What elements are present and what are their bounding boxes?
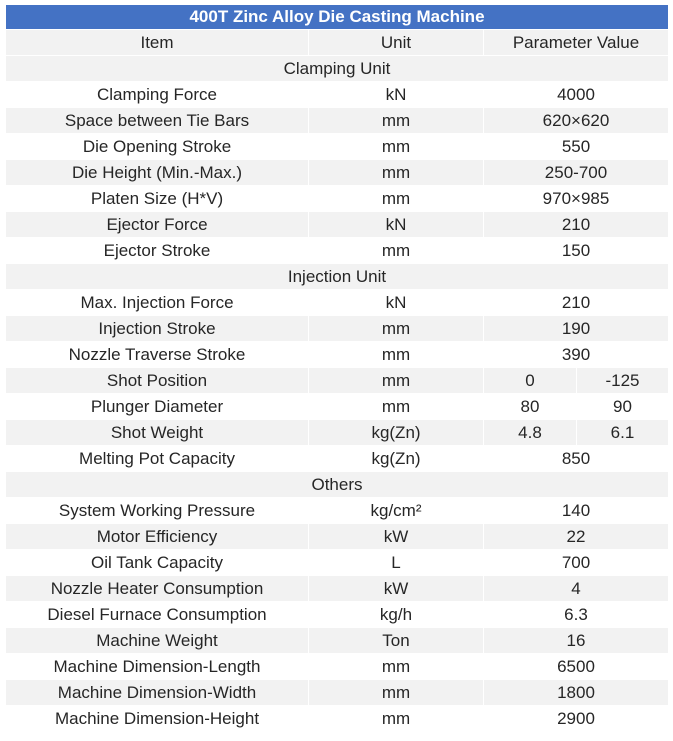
cell-value: 4000 [484, 82, 669, 108]
cell-unit: kN [309, 82, 484, 108]
cell-value-2: -125 [577, 368, 669, 394]
cell-value: 140 [484, 498, 669, 524]
table-row [6, 290, 669, 316]
cell-value: 970×985 [484, 186, 669, 212]
cell-item: Shot Weight [6, 420, 309, 446]
cell-value: 210 [484, 290, 669, 316]
cell-item: Nozzle Heater Consumption [6, 576, 309, 602]
cell-value: 150 [484, 238, 669, 264]
table-row [6, 706, 669, 732]
cell-unit: kg/cm² [309, 498, 484, 524]
header-value: Parameter Value [484, 30, 669, 56]
section-row [6, 56, 669, 82]
cell-value-1: 4.8 [484, 420, 577, 446]
table-row [6, 550, 669, 576]
cell-value: 250-700 [484, 160, 669, 186]
table-row [6, 238, 669, 264]
cell-item: Space between Tie Bars [6, 108, 309, 134]
cell-unit: mm [309, 238, 484, 264]
cell-value: 550 [484, 134, 669, 160]
cell-unit: mm [309, 160, 484, 186]
section-title: Clamping Unit [6, 56, 669, 82]
cell-unit: mm [309, 368, 484, 394]
cell-value: 190 [484, 316, 669, 342]
cell-unit: mm [309, 316, 484, 342]
table-row [6, 446, 669, 472]
cell-unit: kW [309, 576, 484, 602]
table-row [6, 498, 669, 524]
cell-unit: kg(Zn) [309, 446, 484, 472]
cell-item: Die Opening Stroke [6, 134, 309, 160]
cell-unit: kW [309, 524, 484, 550]
cell-item: Shot Position [6, 368, 309, 394]
cell-unit: Ton [309, 628, 484, 654]
table-row [6, 524, 669, 550]
table-row [6, 576, 669, 602]
cell-item: Oil Tank Capacity [6, 550, 309, 576]
cell-item: Machine Weight [6, 628, 309, 654]
table-row [6, 108, 669, 134]
cell-unit: mm [309, 706, 484, 732]
cell-item: Platen Size (H*V) [6, 186, 309, 212]
table-row [6, 394, 669, 420]
cell-item: Plunger Diameter [6, 394, 309, 420]
table-row [6, 134, 669, 160]
cell-unit: mm [309, 394, 484, 420]
table-title: 400T Zinc Alloy Die Casting Machine [6, 5, 669, 30]
spec-body [6, 56, 669, 732]
cell-value: 620×620 [484, 108, 669, 134]
cell-value-2: 6.1 [577, 420, 669, 446]
cell-value: 2900 [484, 706, 669, 732]
cell-value: 390 [484, 342, 669, 368]
header-item: Item [6, 30, 309, 56]
table-row [6, 342, 669, 368]
cell-unit: kN [309, 212, 484, 238]
cell-unit: kN [309, 290, 484, 316]
cell-item: Nozzle Traverse Stroke [6, 342, 309, 368]
table-row [6, 628, 669, 654]
cell-unit: mm [309, 654, 484, 680]
section-title: Others [6, 472, 669, 498]
cell-value: 1800 [484, 680, 669, 706]
table-row [6, 82, 669, 108]
table-row [6, 316, 669, 342]
cell-item: Max. Injection Force [6, 290, 309, 316]
cell-item: Clamping Force [6, 82, 309, 108]
cell-item: Machine Dimension-Width [6, 680, 309, 706]
cell-item: Ejector Force [6, 212, 309, 238]
cell-unit: mm [309, 342, 484, 368]
cell-value: 210 [484, 212, 669, 238]
cell-unit: mm [309, 108, 484, 134]
cell-unit: mm [309, 680, 484, 706]
cell-item: Die Height (Min.-Max.) [6, 160, 309, 186]
table-row [6, 186, 669, 212]
cell-item: Melting Pot Capacity [6, 446, 309, 472]
cell-value: 22 [484, 524, 669, 550]
cell-value: 16 [484, 628, 669, 654]
section-title: Injection Unit [6, 264, 669, 290]
table-row [6, 654, 669, 680]
cell-unit: mm [309, 186, 484, 212]
cell-value: 700 [484, 550, 669, 576]
section-row [6, 472, 669, 498]
cell-item: System Working Pressure [6, 498, 309, 524]
table-row [6, 368, 669, 394]
cell-unit: L [309, 550, 484, 576]
cell-unit: kg(Zn) [309, 420, 484, 446]
cell-value-1: 0 [484, 368, 577, 394]
cell-item: Machine Dimension-Length [6, 654, 309, 680]
cell-item: Injection Stroke [6, 316, 309, 342]
table-row [6, 420, 669, 446]
spec-sheet [5, 4, 668, 732]
table-row [6, 602, 669, 628]
table-row [6, 680, 669, 706]
cell-unit: kg/h [309, 602, 484, 628]
header-unit: Unit [309, 30, 484, 56]
cell-value-1: 80 [484, 394, 577, 420]
cell-item: Diesel Furnace Consumption [6, 602, 309, 628]
cell-value: 6500 [484, 654, 669, 680]
cell-item: Ejector Stroke [6, 238, 309, 264]
spec-table [5, 4, 669, 732]
table-row [6, 212, 669, 238]
header-row [6, 30, 669, 56]
cell-value: 6.3 [484, 602, 669, 628]
cell-unit: mm [309, 134, 484, 160]
cell-item: Motor Efficiency [6, 524, 309, 550]
cell-value: 850 [484, 446, 669, 472]
section-row [6, 264, 669, 290]
cell-item: Machine Dimension-Height [6, 706, 309, 732]
cell-value-2: 90 [577, 394, 669, 420]
cell-value: 4 [484, 576, 669, 602]
table-row [6, 160, 669, 186]
